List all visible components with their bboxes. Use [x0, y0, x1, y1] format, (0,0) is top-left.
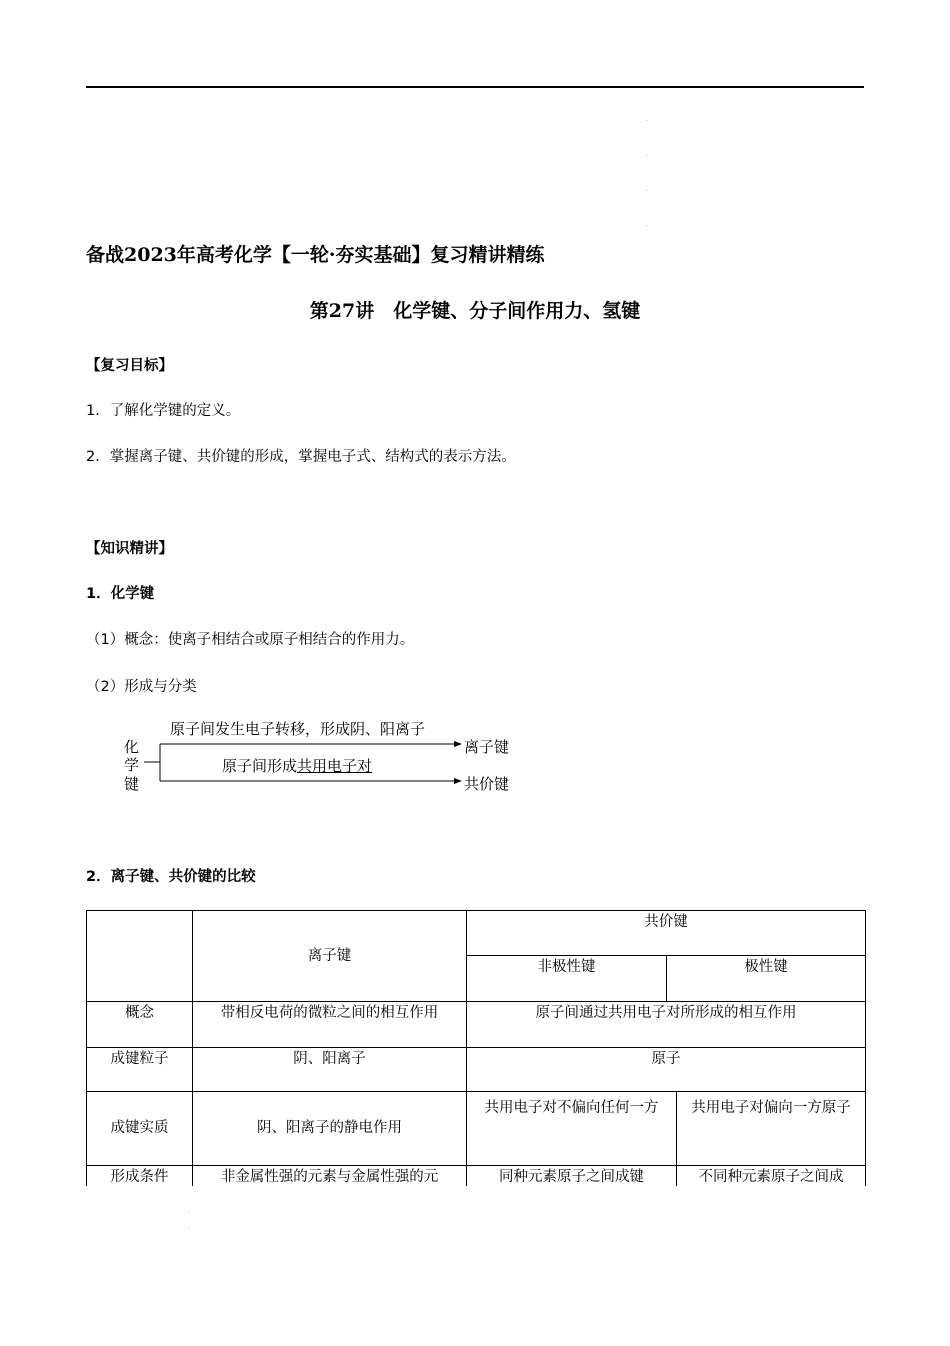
diagram-lower-prefix: 原子间形成: [222, 757, 298, 775]
cell-ionic-concept: 带相反电荷的微粒之间的相互作用: [193, 1002, 467, 1048]
row-label-essence: 成键实质: [87, 1092, 193, 1166]
formation-text: （2）形成与分类: [86, 679, 197, 695]
header-ionic: 离子键: [193, 911, 467, 1002]
cell-polar-essence: 共用电子对偏向一方原子: [677, 1092, 866, 1166]
concept-text: （1）概念：使离子相结合或原子相结合的作用力。: [86, 632, 415, 648]
diagram-root-char: 键: [124, 775, 140, 793]
review-goals-heading: 【复习目标】: [86, 358, 173, 374]
main-title: 备战2023年高考化学【一轮·夯实基础】复习精讲精练: [86, 244, 545, 266]
cell-nonpolar-condition: 同种元素原子之间成键: [467, 1166, 677, 1214]
diagram-lower-label: [222, 755, 372, 776]
row-label-condition: 形成条件: [87, 1166, 193, 1214]
goal-item-1: 1．了解化学键的定义。: [86, 403, 241, 419]
bond-classification-diagram: [118, 712, 538, 802]
diagram-root-char: 化: [124, 738, 140, 756]
header-polar: 极性键: [667, 956, 866, 1002]
cell-covalent-concept: 原子间通过共用电子对所形成的相互作用: [467, 1002, 866, 1048]
diagram-root-char: 学: [124, 756, 140, 774]
header-rule: [86, 86, 864, 88]
cell-nonpolar-essence: 共用电子对不偏向任何一方: [467, 1092, 677, 1166]
lecture-title: 第27讲 化学键、分子间作用力、氢键: [309, 300, 641, 322]
speck: [646, 155, 647, 156]
cell-polar-condition: 不同种元素原子之间成: [677, 1166, 866, 1214]
section1-title: 1．化学键: [86, 586, 155, 602]
cell-covalent-particles: 原子: [467, 1048, 866, 1092]
diagram-covalent-target: 共价键: [464, 775, 510, 793]
row-label-particles: 成键粒子: [87, 1048, 193, 1092]
goal-item-2: 2．掌握离子键、共价键的形成，掌握电子式、结构式的表示方法。: [86, 449, 516, 465]
diagram-lower-underlined: 共用电子对: [297, 757, 373, 775]
header-nonpolar: 非极性键: [467, 956, 667, 1002]
cell-ionic-condition: 非金属性强的元素与金属性强的元: [193, 1166, 467, 1214]
diagram-upper-label: 原子间发生电子转移，形成阴、阳离子: [170, 720, 426, 738]
bond-comparison-table: [86, 910, 866, 1214]
speck: [646, 120, 647, 121]
diagram-ionic-target: 离子键: [464, 738, 510, 756]
row-label-concept: 概念: [87, 1002, 193, 1048]
knowledge-heading: 【知识精讲】: [86, 541, 173, 557]
cell-ionic-essence: 阴、阳离子的静电作用: [193, 1092, 467, 1166]
speck: [646, 190, 647, 191]
cell-ionic-particles: 阴、阳离子: [193, 1048, 467, 1092]
table-corner-cell: [87, 911, 193, 1002]
section2-title: 2．离子键、共价键的比较: [86, 869, 256, 885]
speck: [188, 1228, 189, 1229]
page-bottom-mask: [80, 1186, 880, 1346]
speck: [188, 1212, 189, 1213]
header-covalent: 共价键: [467, 911, 866, 956]
speck: [646, 225, 647, 226]
